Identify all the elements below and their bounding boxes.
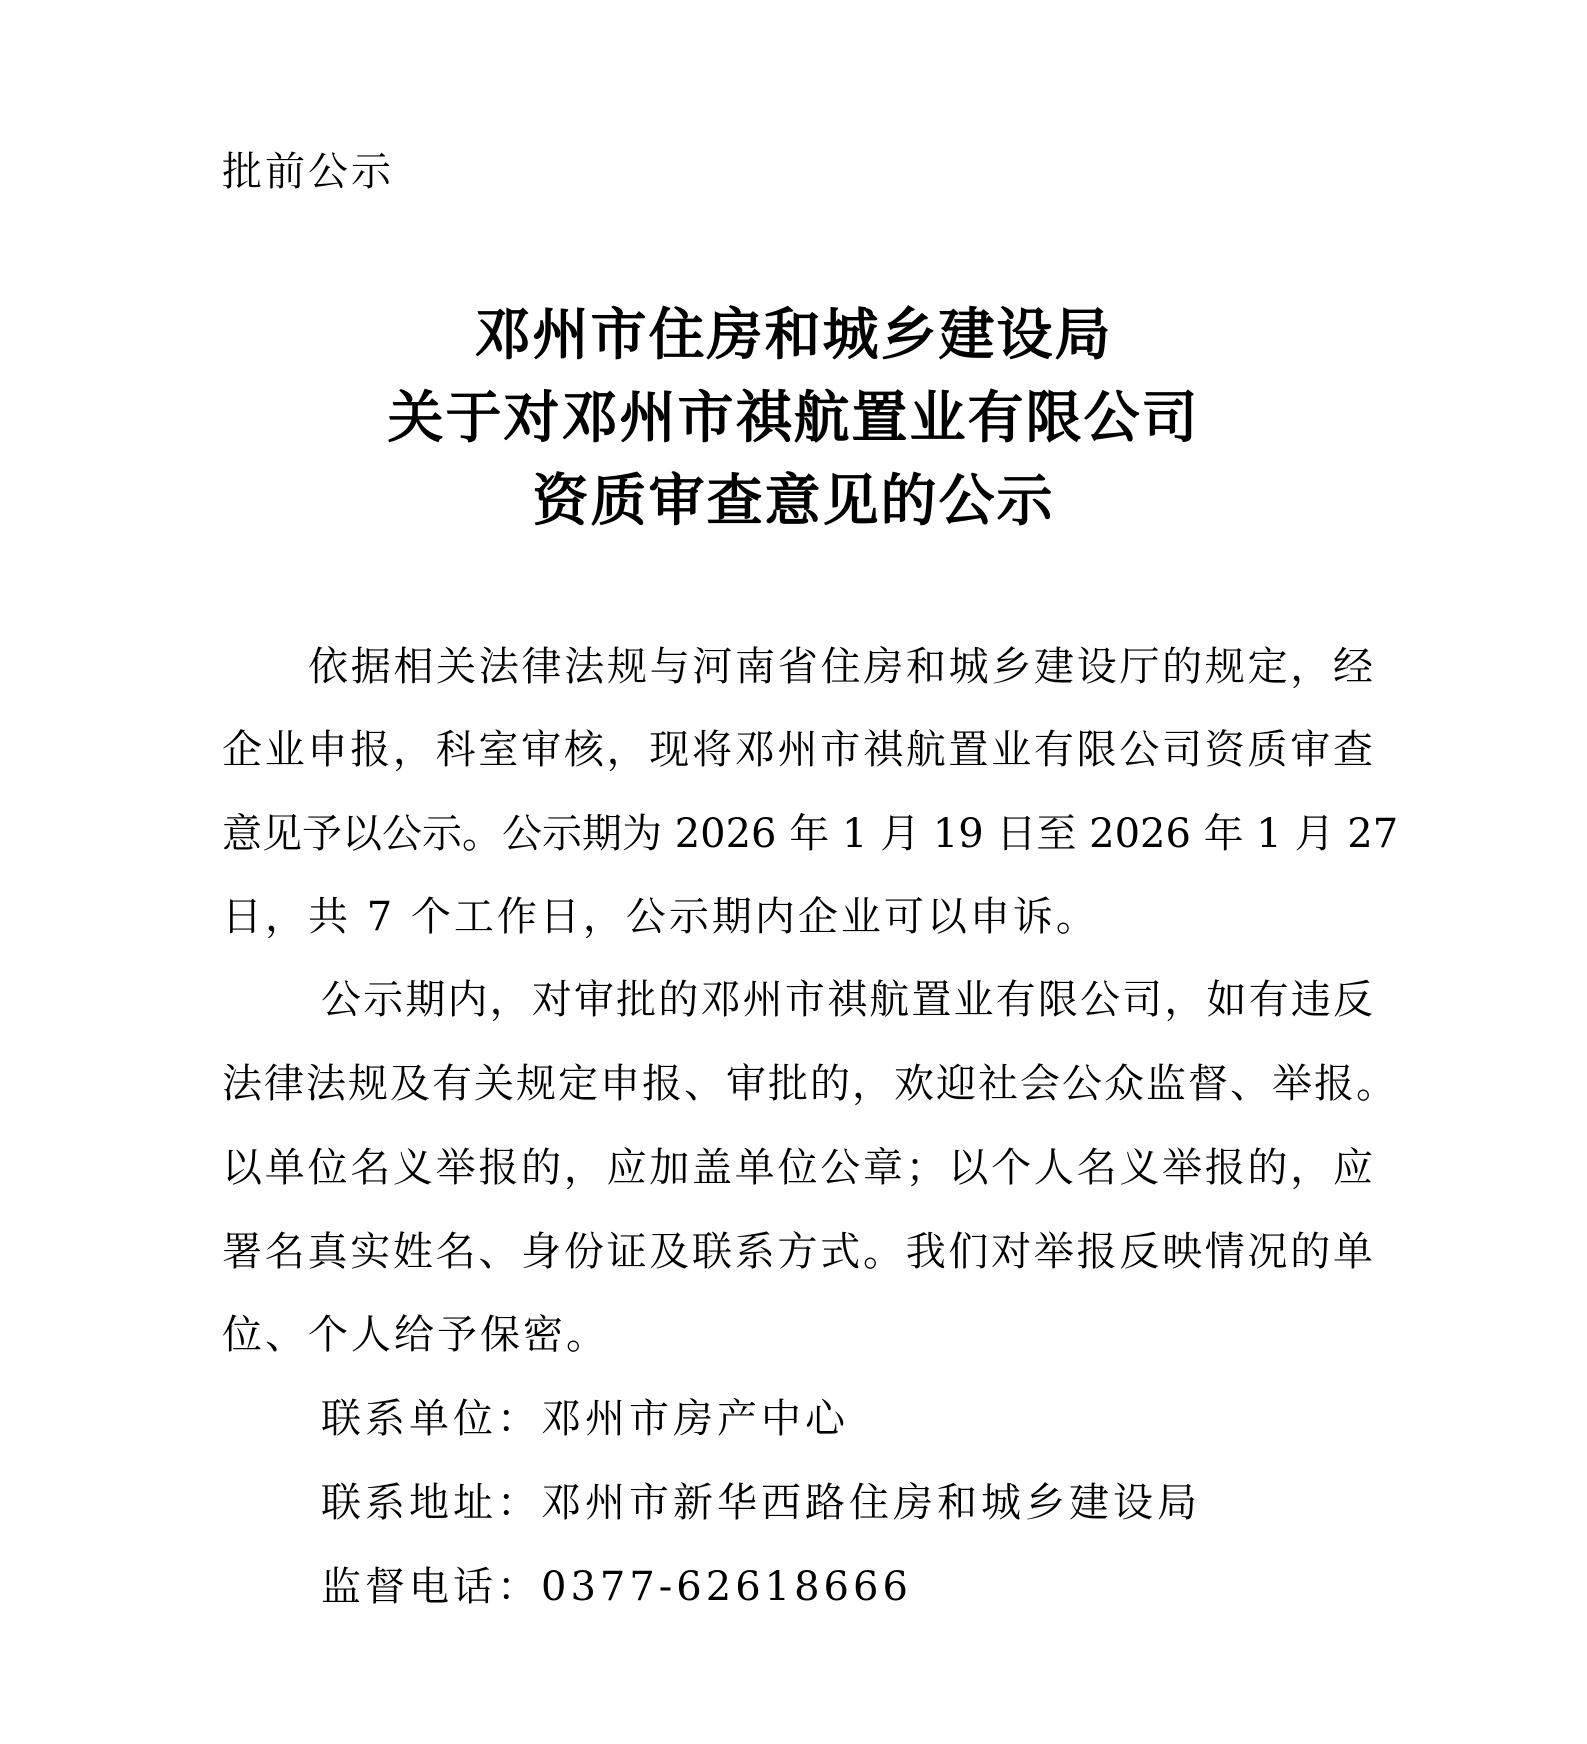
body-line: 日，共 7 个工作日，公示期内企业可以申诉。 (222, 894, 1099, 940)
body-line: 以单位名义举报的，应加盖单位公章；以个人名义举报的，应 (222, 1145, 1375, 1191)
body-line: 署名真实姓名、身份证及联系方式。我们对举报反映情况的单 (222, 1229, 1375, 1275)
body-line: 意见予以公示。公示期为 2026 年 1 月 19 日至 2026 年 1 月 27 (222, 811, 1399, 857)
contact-unit: 联系单位：邓州市房产中心 (321, 1396, 849, 1442)
body-line: 企业申报，科室审核，现将邓州市祺航置业有限公司资质审查 (222, 727, 1375, 773)
body-line: 依据相关法律法规与河南省住房和城乡建设厅的规定，经 (308, 644, 1375, 690)
contact-phone: 监督电话：0377-62618666 (321, 1564, 912, 1610)
title-line: 资质审查意见的公示 (532, 468, 1055, 534)
body-line: 位、个人给予保密。 (222, 1312, 609, 1358)
contact-address: 联系地址：邓州市新华西路住房和城乡建设局 (321, 1480, 1201, 1526)
title-line: 关于对邓州市祺航置业有限公司 (387, 385, 1200, 451)
body-line: 公示期内，对审批的邓州市祺航置业有限公司，如有违反 (321, 977, 1375, 1023)
body-line: 法律法规及有关规定申报、审批的，欢迎社会公众监督、举报。 (222, 1061, 1398, 1107)
header-label: 批前公示 (222, 149, 394, 195)
title-line: 邓州市住房和城乡建设局 (474, 302, 1113, 368)
